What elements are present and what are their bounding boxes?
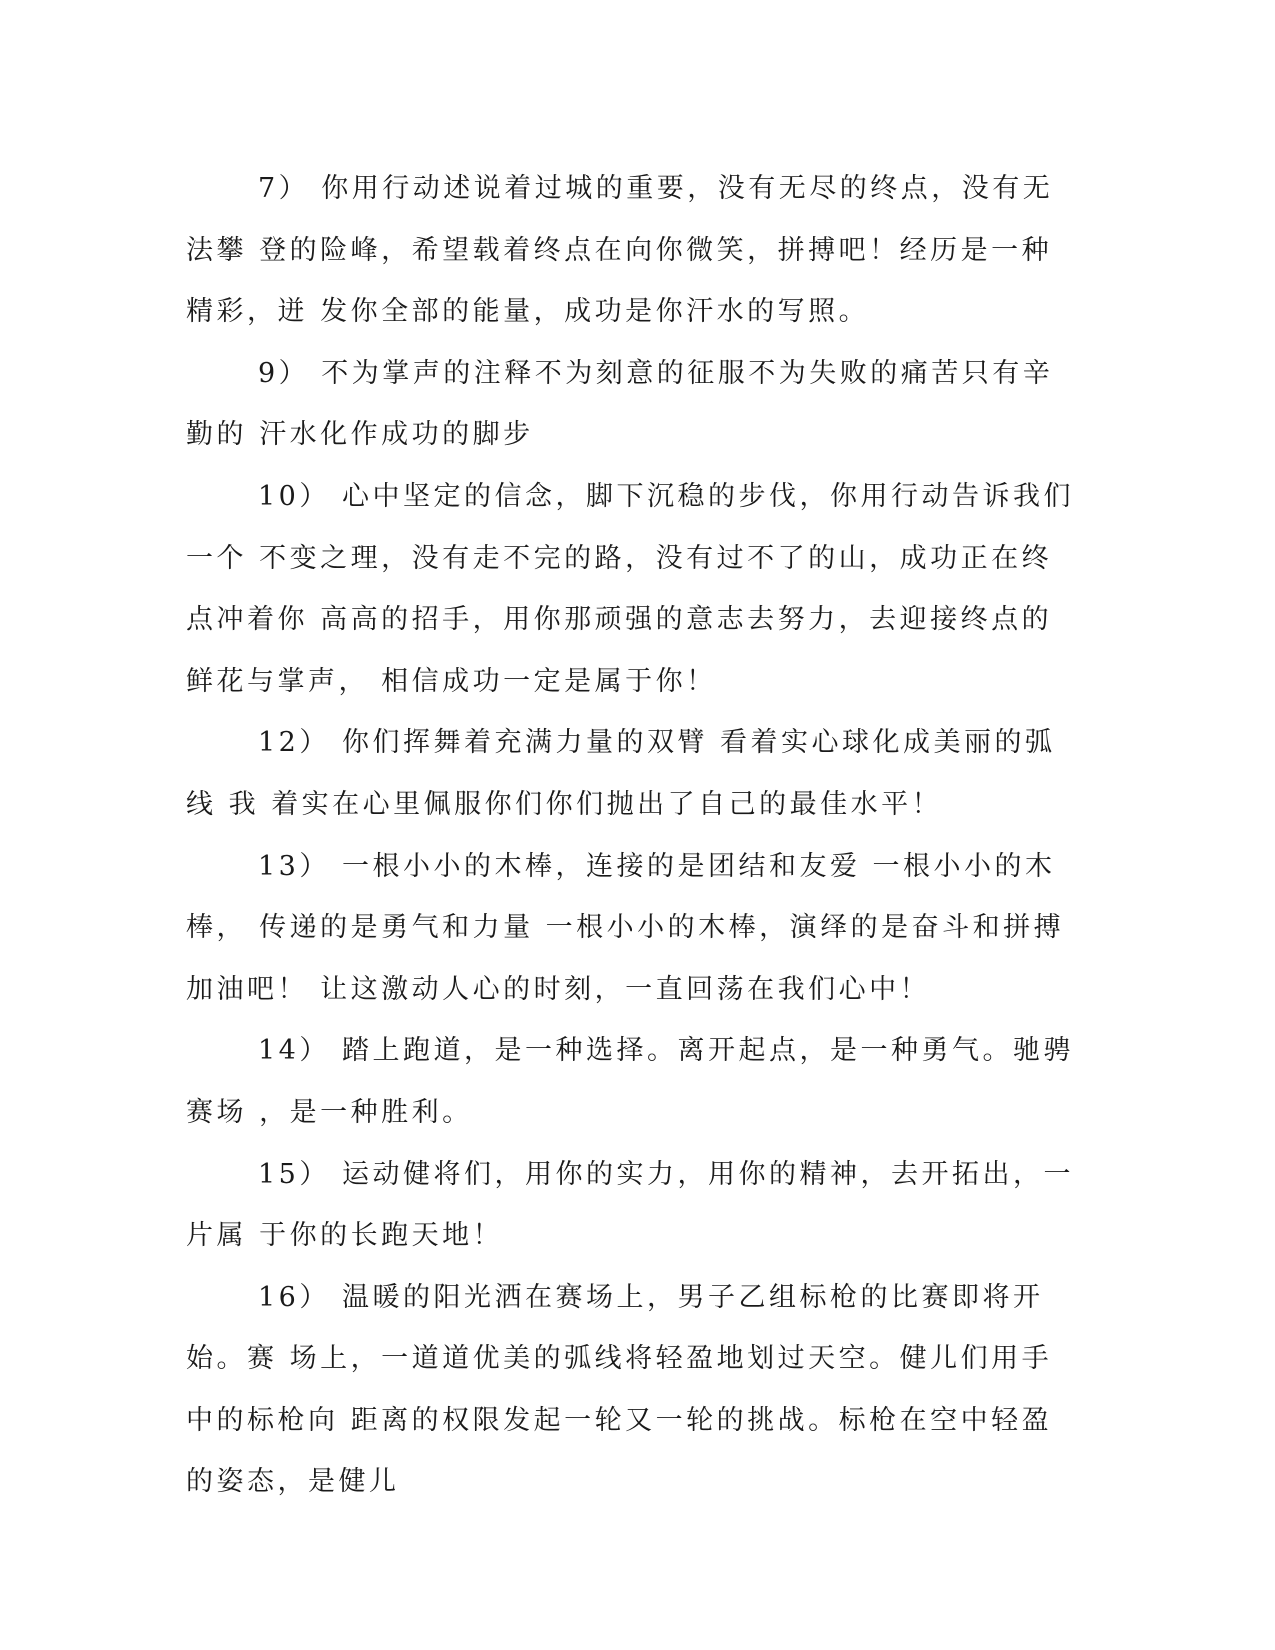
paragraph-line: 高高的招手，用你那顽强的意志去努力，去迎接终点的鲜花与掌声，	[186, 604, 1053, 697]
paragraph-line: 传递的是勇气和力量 一根小小的木棒，演绎的是奋斗和拼搏 加油吧！	[186, 912, 1065, 1005]
paragraph-line: 距离的权限发起一轮又一轮的挑战。标枪在空中轻盈的姿态，是健儿	[186, 1404, 1053, 1498]
paragraph-15	[186, 1144, 1080, 1267]
paragraph-line: 运动健将们，用你的实力，用你的精神，去开拓出，一片属	[186, 1158, 1074, 1252]
paragraph-line: 场上，一道道优美的弧线将轻盈地划过天空。健儿们用手中的标枪向	[186, 1343, 1053, 1436]
paragraph-line: 着实在心里佩服你们你们抛出了自己的最佳水平！	[271, 788, 943, 820]
document-body	[186, 158, 1080, 1513]
paragraph-9	[186, 343, 1080, 466]
paragraph-number: 13）	[258, 850, 330, 882]
paragraph-line: 于你的长跑天地！	[259, 1220, 504, 1252]
paragraph-line: 登的险峰，希望载着终点在向你微笑，拼搏吧！经历是一种精彩，迸	[186, 234, 1053, 328]
paragraph-number: 7）	[258, 173, 310, 204]
paragraph-12	[186, 712, 1080, 835]
paragraph-number: 15）	[258, 1158, 330, 1190]
paragraph-line: ，是一种胜利。	[259, 1096, 473, 1128]
paragraph-line: 让这激动人心的时刻，一直回荡在我们心中！	[320, 973, 931, 1005]
paragraph-line: 相信成功一定是属于你！	[381, 665, 717, 697]
paragraph-10	[186, 466, 1080, 712]
paragraph-line: 心中坚定的信念，脚下沉稳的步伐，你用行动告诉我们一个	[186, 480, 1074, 574]
paragraph-16	[186, 1267, 1080, 1513]
paragraph-line: 发你全部的能量，成功是你汗水的写照。	[320, 296, 870, 328]
paragraph-line: 踏上跑道，是一种选择。离开起点，是一种勇气。驰骋赛场	[186, 1035, 1074, 1128]
paragraph-number: 16）	[258, 1281, 330, 1313]
paragraph-number: 12）	[258, 727, 330, 759]
paragraph-13	[186, 836, 1080, 1021]
paragraph-14	[186, 1020, 1080, 1143]
paragraph-line: 不变之理，没有走不完的路，没有过不了的山，成功正在终点冲着你	[186, 542, 1053, 636]
paragraph-number: 9）	[258, 357, 310, 389]
paragraph-line: 汗水化作成功的脚步	[259, 419, 534, 451]
paragraph-line: 温暖的阳光洒在赛场上，男子乙组标枪的比赛即将开始。赛	[186, 1281, 1044, 1375]
paragraph-line: 不为掌声的注释不为刻意的征服不为失败的痛苦只有辛勤的	[186, 357, 1054, 451]
paragraph-7	[186, 158, 1080, 343]
paragraph-number: 10）	[258, 480, 330, 512]
paragraph-line: 一根小小的木棒，连接的是团结和友爱 一根小小的木棒，	[186, 850, 1056, 944]
paragraph-number: 14）	[258, 1035, 330, 1067]
paragraph-line: 你用行动述说着过城的重要，没有无尽的终点，没有无法攀	[186, 173, 1054, 266]
paragraph-line: 你们挥舞着充满力量的双臂 看着实心球化成美丽的弧线 我	[186, 727, 1056, 820]
